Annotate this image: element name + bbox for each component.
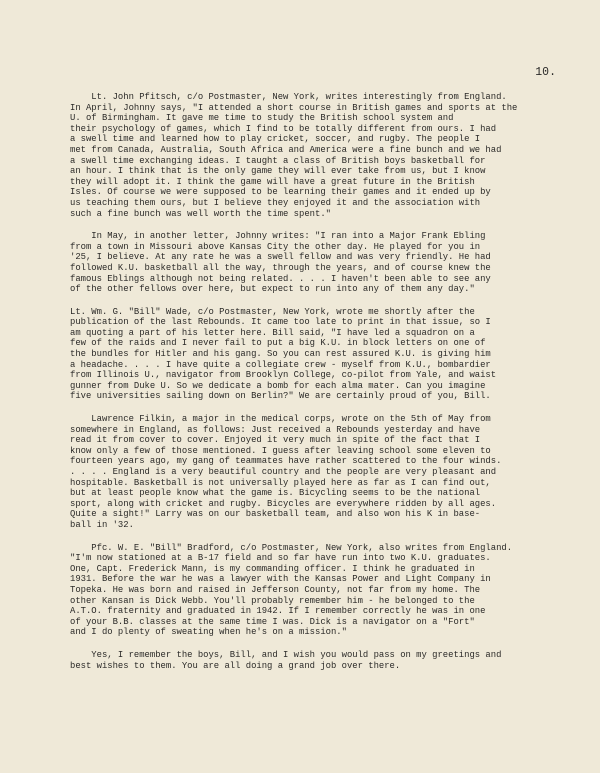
- text-line: a swell time and learned how to play cricket, soccer, and rugby. The people I: [70, 134, 481, 145]
- text-line: In April, Johnny says, "I attended a short course in British games and sports at the: [70, 102, 518, 113]
- text-line: ball in '32.: [70, 519, 134, 530]
- text-line: famous Eblings although not being related. . . . I haven't been able to see any: [70, 273, 491, 284]
- text-line: Lawrence Filkin, a major in the medical corps, wrote on the 5th of May from: [70, 414, 491, 425]
- text-line: Isles. Of course we were supposed to be learning their games and it ended up by: [70, 187, 491, 198]
- text-line: followed K.U. basketball all the way, through the years, and of course knew the: [70, 262, 491, 273]
- text-line: from Illinois U., navigator from Brooklyn College, co-pilot from Yale, and waist: [70, 370, 497, 381]
- text-line: In May, in another letter, Johnny writes: "I ran into a Major Frank Ebling: [70, 231, 486, 242]
- text-line: Quite a sight!" Larry was on our basketball team, and also won his K in base-: [70, 509, 481, 520]
- text-line: "I'm now stationed at a B-17 field and so far have run into two K.U. graduates.: [70, 553, 491, 564]
- text-line: gunner from Duke U. So we dedicate a bomb for each alma mater. Can you imagine: [70, 380, 486, 391]
- text-line: and I do plenty of sweating when he's on a mission.": [70, 627, 347, 638]
- text-line: from a town in Missouri above Kansas City the other day. He played for you in: [70, 241, 481, 252]
- letter-body: [70, 92, 550, 683]
- text-line: U. of Birmingham. It gave me time to study the British school system and: [70, 113, 454, 124]
- text-line: '25, I believe. At any rate he was a swell fellow and was very friendly. He had: [70, 252, 491, 263]
- paragraph: [70, 543, 550, 638]
- text-line: their psychology of games, which I find to be totally different from ours. I had: [70, 123, 497, 134]
- text-line: of your B.B. classes at the same time I was. Dick is a navigator on a "Fort": [70, 616, 475, 627]
- text-line: the bundles for Hitler and his gang. So you can rest assured K.U. is giving him: [70, 349, 491, 360]
- text-line: a swell time exchanging ideas. I taught a class of British boys basketball for: [70, 155, 486, 166]
- text-line: am quoting a part of his letter here. Bill said, "I have led a squadron on a: [70, 327, 475, 338]
- paragraph: [70, 650, 550, 671]
- text-line: Lt. John Pfitsch, c/o Postmaster, New York, writes interestingly from England.: [70, 92, 507, 102]
- paragraph: [70, 307, 550, 402]
- text-line: sport, along with cricket and rugby. Bicycles are everywhere ridden by all ages.: [70, 498, 497, 509]
- text-line: other Kansan is Dick Webb. You'll probably remember him - he belonged to the: [70, 595, 475, 606]
- text-line: . . . . England is a very beautiful country and the people are very pleasant and: [70, 467, 497, 477]
- text-line: best wishes to them. You are all doing a grand job over there.: [70, 660, 401, 671]
- text-line: 1931. Before the war he was a lawyer with the Kansas Power and Light Company in: [70, 574, 491, 585]
- text-line: fourteen years ago, my gang of teammates have rather scattered to the four winds.: [70, 456, 502, 467]
- text-line: but at least people know what the game is. Bicycling seems to be the national: [70, 488, 481, 499]
- text-line: five universities sailing down on Berlin?" We are certainly proud of you, Bill.: [70, 391, 491, 402]
- text-line: few of the raids and I never fail to put a big K.U. in block letters on one of: [70, 338, 486, 349]
- text-line: know only a few of those mentioned. I guess after leaving school some eleven to: [70, 445, 491, 456]
- text-line: Pfc. W. E. "Bill" Bradford, c/o Postmaster, New York, also writes from England.: [70, 542, 513, 553]
- paragraph: [70, 414, 550, 531]
- paragraph: [70, 231, 550, 295]
- text-line: hospitable. Basketball is not universally played here as far as I can find out,: [70, 477, 491, 488]
- text-line: Lt. Wm. G. "Bill" Wade, c/o Postmaster, New York, wrote me shortly after the: [70, 306, 475, 317]
- text-line: Topeka. He was born and raised in Jefferson County, not far from my home. The: [70, 584, 481, 595]
- text-line: such a fine bunch was well worth the time spent.": [70, 208, 331, 219]
- text-line: read it from cover to cover. Enjoyed it very much in spite of the fact that I: [70, 435, 481, 446]
- text-line: us teaching them ours, but I believe they enjoyed it and the association with: [70, 197, 481, 208]
- text-line: an hour. I think that is the only game they will ever take from us, but I know: [70, 166, 486, 177]
- text-line: met from Canada, Australia, South Africa and America were a fine bunch and we had: [70, 144, 502, 155]
- text-line: they will adopt it. I think the game will have a great future in the British: [70, 176, 475, 187]
- text-line: somewhere in England, as follows: Just received a Rebounds yesterday and have: [70, 424, 481, 435]
- text-line: A.T.O. fraternity and graduated in 1942. If I remember correctly he was in one: [70, 606, 486, 617]
- page-number: 10.: [535, 66, 556, 79]
- paragraph: [70, 92, 550, 219]
- text-line: publication of the last Rebounds. It came too late to print in that issue, so I: [70, 317, 491, 328]
- text-line: One, Capt. Frederick Mann, is my commanding officer. I think he graduated in: [70, 563, 475, 574]
- text-line: of the other fellows over here, but expect to run into any of them any day.": [70, 284, 475, 295]
- text-line: a headache. . . . I have quite a collegiate crew - myself from K.U., bombardier: [70, 359, 491, 370]
- text-line: Yes, I remember the boys, Bill, and I wish you would pass on my greetings and: [70, 649, 502, 660]
